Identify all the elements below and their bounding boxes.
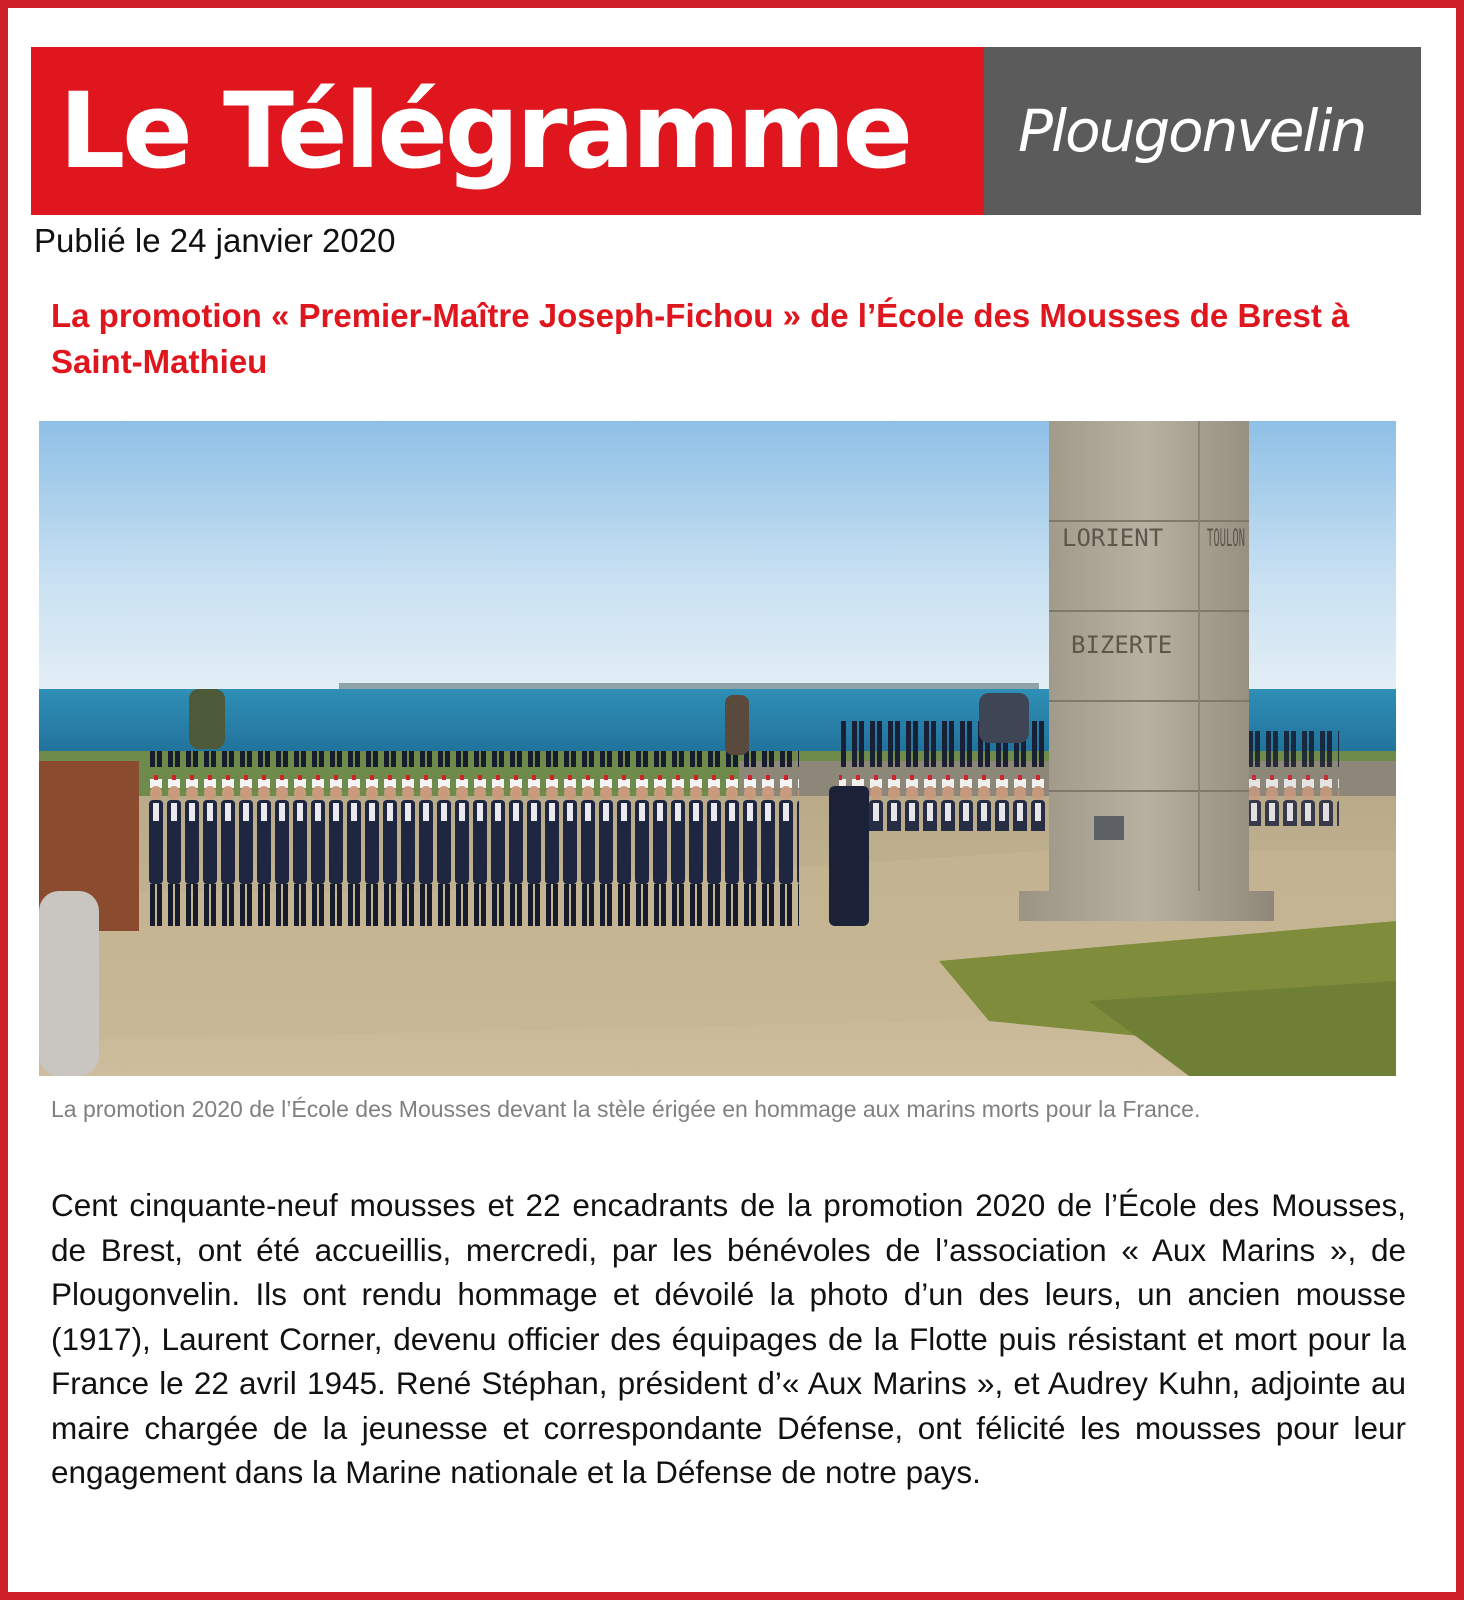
stele-inscription-toulon: TOULON <box>1207 524 1245 552</box>
photo-illustration <box>39 421 1396 1076</box>
article-headline: La promotion « Premier-Maître Joseph-Fichou » de l’École des Mousses de Brest à Saint-Mathieu <box>51 297 1350 380</box>
stele-inscription-lorient: LORIENT <box>1062 524 1164 552</box>
article-photo <box>39 421 1396 1076</box>
edition-city: Plougonvelin <box>1018 97 1366 165</box>
edition-banner <box>984 47 1421 215</box>
stele-inscription-bizerte: BIZERTE <box>1071 631 1173 659</box>
newspaper-logo[interactable] <box>31 47 984 215</box>
newspaper-name: Le Télégramme <box>59 70 911 192</box>
article-body: Cent cinquante-neuf mousses et 22 encadrants de la promotion 2020 de l’École des Mousses, de Brest, ont été accueillis, mercredi, par les bénévoles de l’association « Aux Marins », de Plougonvelin. Ils ont rendu hommage et dévoilé la photo d’un des leurs, un ancien mousse (1917), Laurent Corner, devenu officier des équipages de la Flotte puis résistant et mort pour la France le 22 avril 1945. René Stéphan, président d’« Aux Marins », et Audrey Kuhn, adjointe au maire chargée de la jeunesse et correspondante Défense, ont félicité les mousses pour leur engagement dans la Marine nationale et la Défense de notre pays. <box>51 1187 1406 1490</box>
masthead <box>31 47 1421 215</box>
publication-date: Publié le 24 janvier 2020 <box>34 222 396 259</box>
photo-caption: La promotion 2020 de l’École des Mousses devant la stèle érigée en hommage aux marins morts pour la France. <box>51 1096 1201 1122</box>
